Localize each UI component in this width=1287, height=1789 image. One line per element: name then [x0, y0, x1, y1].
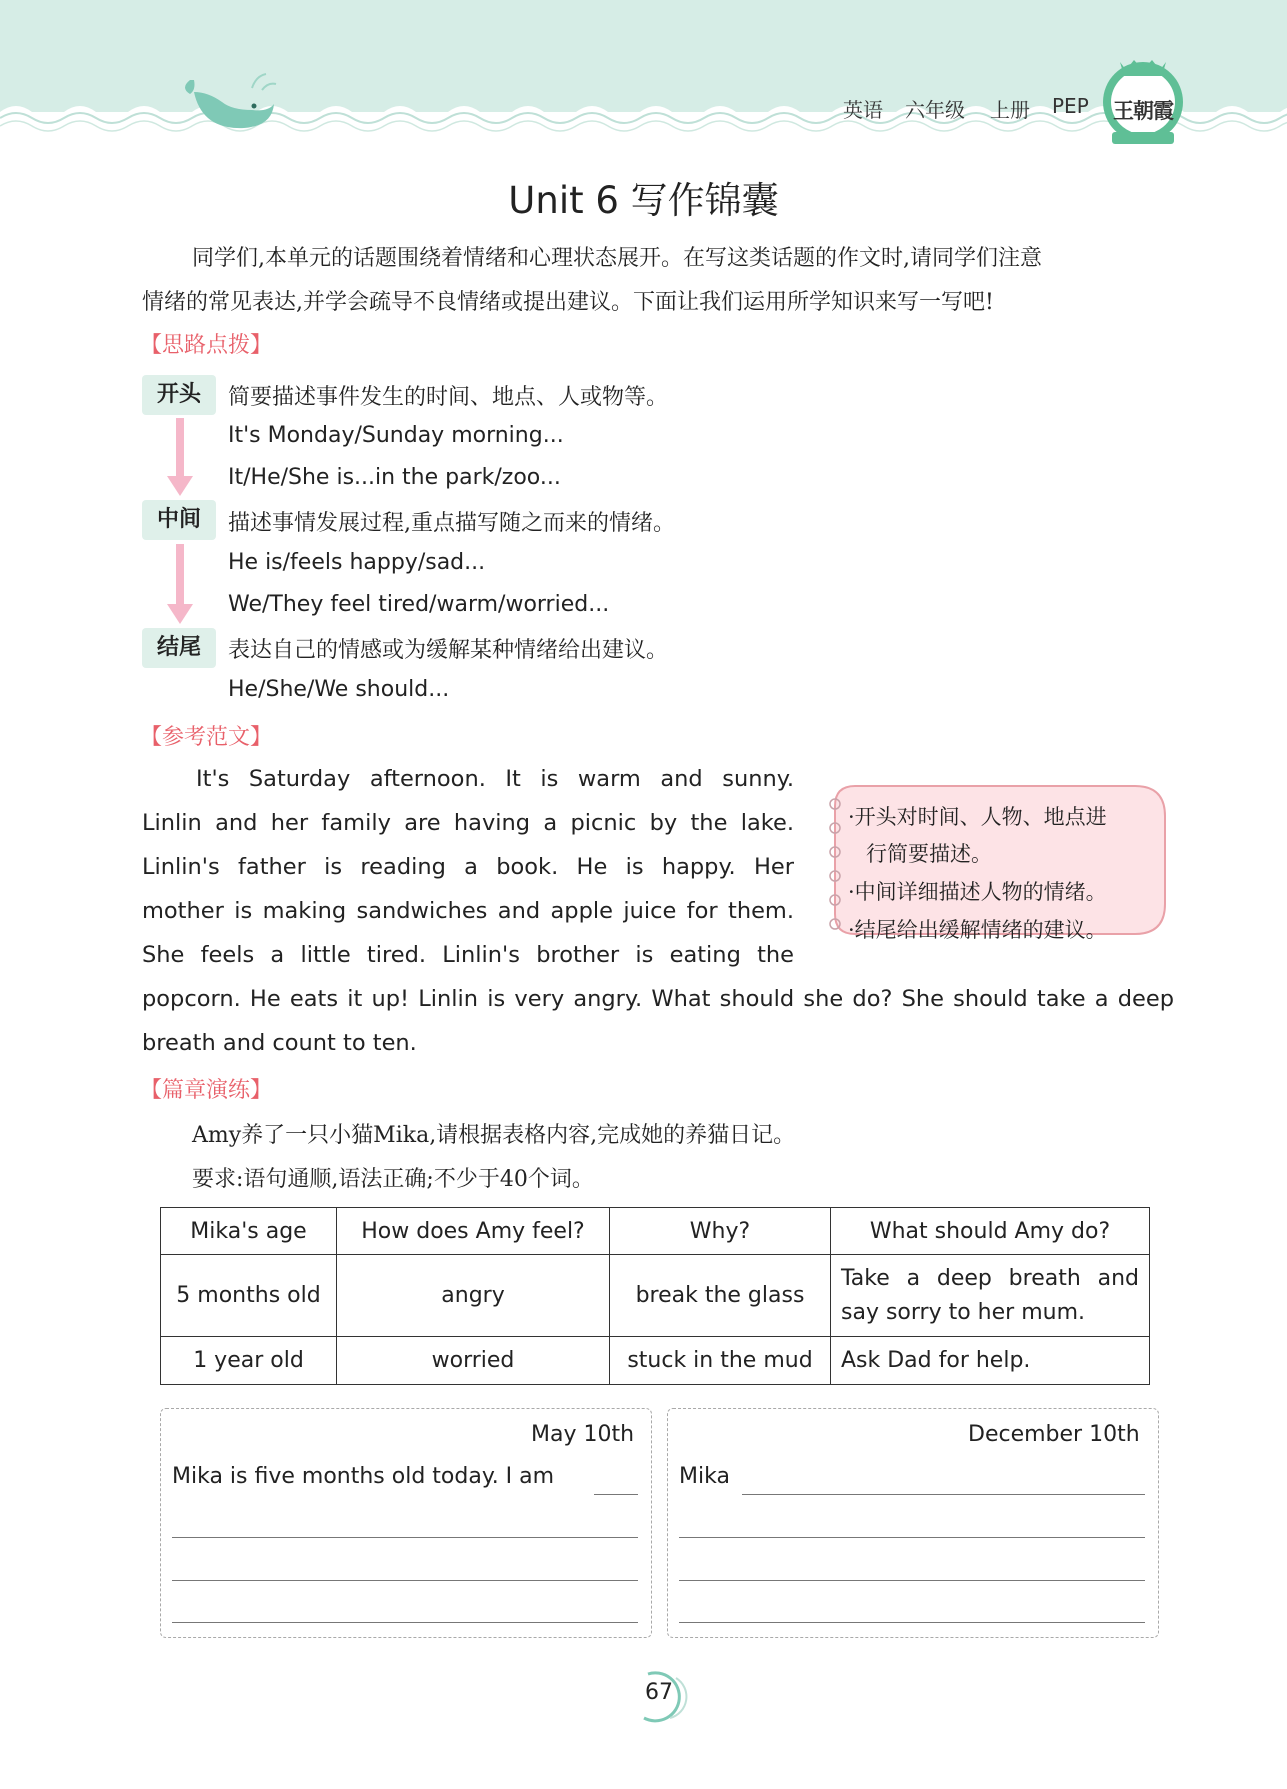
arrow-down-icon: [165, 418, 195, 496]
intro-line-1: 同学们,本单元的话题围绕着情绪和心理状态展开。在写这类话题的作文时,请同学们注意: [192, 246, 1042, 271]
page-title: Unit 6 写作锦囊: [508, 179, 779, 222]
table-row: [161, 1337, 1150, 1385]
essay-line: Linlin's father is reading a book. He is happy. Her: [142, 854, 794, 880]
writing-line[interactable]: [594, 1494, 638, 1495]
essay-line: Linlin and her family are having a picnic by the lake.: [142, 810, 794, 836]
writing-line[interactable]: [679, 1580, 1145, 1581]
table-cell: 1 year old: [161, 1337, 337, 1385]
flow-tag-ending: 结尾: [142, 628, 216, 668]
flow-tag-beginning: 开头: [142, 375, 216, 415]
essay-line: mother is making sandwiches and apple juice for them.: [142, 898, 794, 924]
table-cell: worried: [337, 1337, 610, 1385]
flow-example: He is/feels happy/sad...: [228, 550, 486, 575]
writing-line[interactable]: [172, 1580, 638, 1581]
edition-label: PEP: [1052, 94, 1089, 118]
flow-desc-ending: 表达自己的情感或为缓解某种情绪给出建议。: [228, 638, 669, 663]
subject-label: 英语: [843, 98, 883, 122]
volume-label: 上册: [990, 98, 1030, 122]
essay-line: popcorn. He eats it up! Linlin is very angry. What should she do? She should take a deep: [142, 986, 1174, 1012]
flow-tag-middle: 中间: [142, 500, 216, 540]
writing-line[interactable]: [742, 1494, 1145, 1495]
flow-example: We/They feel tired/warm/worried...: [228, 592, 610, 617]
table-cell-line: Take a deep breath and: [841, 1265, 1139, 1291]
flow-example: It/He/She is...in the park/zoo...: [228, 465, 561, 490]
grade-label: 六年级: [905, 98, 965, 122]
logo-text: 王朝霞: [1113, 98, 1173, 123]
table-row: [161, 1255, 1150, 1337]
note-line: ·结尾给出缓解情绪的建议。: [848, 918, 1107, 942]
table-cell: break the glass: [610, 1255, 831, 1337]
task-line-2: 要求:语句通顺,语法正确;不少于40个词。: [192, 1167, 594, 1192]
note-line: ·开头对时间、人物、地点进: [848, 805, 1107, 829]
flow-desc-beginning: 简要描述事件发生的时间、地点、人或物等。: [228, 385, 669, 410]
table-header-row: [161, 1208, 1150, 1255]
task-line-1: Amy养了一只小猫Mika,请根据表格内容,完成她的养猫日记。: [192, 1123, 796, 1148]
table-cell-line: say sorry to her mum.: [841, 1299, 1085, 1325]
table-cell: angry: [337, 1255, 610, 1337]
table-header-cell: Mika's age: [161, 1208, 337, 1255]
table-cell: 5 months old: [161, 1255, 337, 1337]
diary-start-right: Mika: [679, 1464, 730, 1489]
arrow-down-icon: [165, 544, 195, 624]
writing-line[interactable]: [679, 1622, 1145, 1623]
flow-example: He/She/We should...: [228, 677, 450, 702]
flow-desc-middle: 描述事情发展过程,重点描写随之而来的情绪。: [228, 511, 675, 536]
diary-date-left: May 10th: [531, 1422, 635, 1447]
table-cell: Ask Dad for help.: [831, 1337, 1150, 1385]
info-table: [160, 1207, 1150, 1385]
writing-line[interactable]: [172, 1622, 638, 1623]
diary-date-right: December 10th: [968, 1422, 1140, 1447]
table-header-cell: Why?: [610, 1208, 831, 1255]
writing-line[interactable]: [679, 1537, 1145, 1538]
flow-example: It's Monday/Sunday morning...: [228, 423, 564, 448]
diary-start-left: Mika is five months old today. I am: [172, 1464, 555, 1489]
section-heading-ideas: 【思路点拨】: [140, 333, 273, 358]
whale-icon: [170, 70, 280, 140]
intro-line-2: 情绪的常见表达,并学会疏导不良情绪或提出建议。下面让我们运用所学知识来写一写吧!: [142, 290, 994, 315]
essay-line: breath and count to ten.: [142, 1030, 417, 1056]
note-line: 行简要描述。: [866, 842, 992, 866]
table-cell-advice: [831, 1255, 1150, 1337]
essay-line: It's Saturday afternoon. It is warm and sunny.: [196, 766, 794, 792]
page-number: 67: [645, 1680, 673, 1705]
writing-line[interactable]: [172, 1537, 638, 1538]
table-header-cell: How does Amy feel?: [337, 1208, 610, 1255]
note-line: ·中间详细描述人物的情绪。: [848, 880, 1107, 904]
table-cell: stuck in the mud: [610, 1337, 831, 1385]
table-header-cell: What should Amy do?: [831, 1208, 1150, 1255]
section-heading-sample: 【参考范文】: [140, 725, 273, 750]
section-heading-practice: 【篇章演练】: [140, 1078, 273, 1103]
essay-line: She feels a little tired. Linlin's brother is eating the: [142, 942, 794, 968]
